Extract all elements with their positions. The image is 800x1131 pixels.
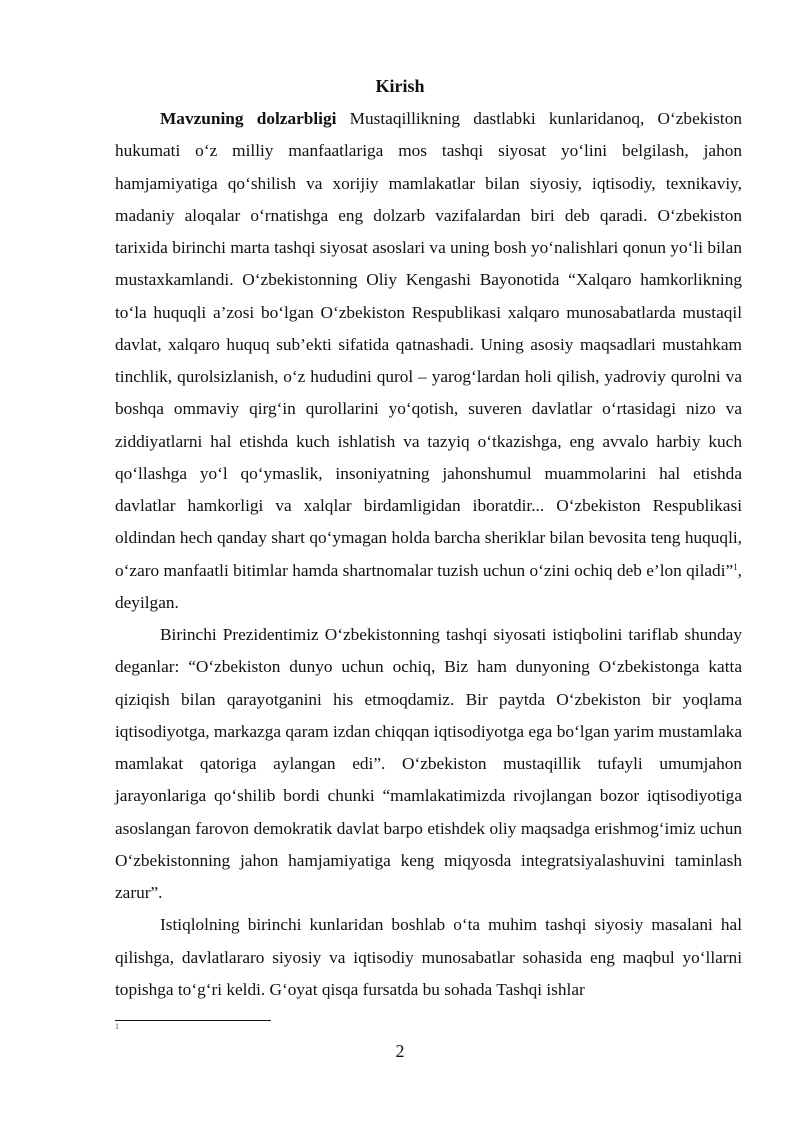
paragraph-1 (115, 103, 742, 619)
footnote-divider (115, 1020, 271, 1021)
paragraph-2: Birinchi Prezidentimiz O‘zbekistonning tashqi siyosati istiqbolini tariflab shunday deganlar: “O‘zbekiston dunyo uchun ochiq, Biz ham dunyoning O‘zbekistonga katta qiziqish bilan qarayotganini his etmoqdamiz. Bir paytda O‘zbekiston bir yoqlama iqtisodiyotga, markazga qaram izdan chiqqan iqtisodiyotga ega bo‘lgan yarim mustamlaka mamlakat qatoriga aylangan edi”. O‘zbekiston mustaqillik tufayli umumjahon jarayonlariga qo‘shilib bordi chunki “mamlakatimizda rivojlangan bozor iqtisodiyotiga asoslangan farovon demokratik davlat barpo etishdek oliy maqsadga erishmog‘imiz uchun O‘zbekistonning jahon hamjamiyatiga keng miqyosda integratsiyalashuvini taminlash zarur”. (115, 625, 742, 902)
paragraph-3: Istiqlolning birinchi kunlaridan boshlab o‘ta muhim tashqi siyosiy masalani hal qilishga, davlatlararo siyosiy va iqtisodiy munosabatlar sohasida eng maqbul yo‘llarni topishga to‘g‘ri keldi. G‘oyat qisqa fursatda bu sohada Tashqi ishlar (115, 915, 742, 999)
paragraph-1-tail: , deyilgan. (115, 560, 742, 612)
page-title: Kirish (375, 76, 425, 96)
document-body (115, 103, 742, 1006)
paragraph-lead: Mavzuning dolzarbligi (160, 109, 337, 128)
page-number: 2 (395, 1041, 405, 1061)
footnote-reference[interactable]: 1 (733, 561, 738, 572)
footnote-marker: 1 (115, 1022, 119, 1031)
paragraph-1-text: Mustaqillikning dastlabki kunlaridanoq, O‘zbekiston hukumati o‘z milliy manfaatlariga mos tashqi siyosat yo‘lini belgilash, jahon hamjamiyatiga qo‘shilish va xorijiy mamlakatlar bilan siyosiy, iqtisodiy, texnikaviy, madaniy aloqalar o‘rnatishga eng dolzarb vazifalardan biri deb qaradi. O‘zbekiston tarixida birinchi marta tashqi siyosat asoslari va uning bosh yo‘nalishlari qonun yo‘li bilan mustaxkamlandi. O‘zbekistonning Oliy Kengashi Bayonotida “Xalqaro hamkorlikning to‘la huquqli a’zosi bo‘lgan O‘zbekiston Respublikasi xalqaro munosabatlarda mustaqil davlat, xalqaro huquq sub’ekti sifatida qatnashadi. Uning asosiy maqsadlari mustahkam tinchlik, qurolsizlanish, o‘z hududini qurol – yarog‘lardan holi qilish, yadroviy qurolni va boshqa ommaviy qirg‘in qurollarini yo‘qotish, suveren davlatlar o‘rtasidagi nizo va ziddiyatlarni hal etishda kuch ishlatish va tazyiq o‘tkazishga, eng avvalo harbiy kuch qo‘llashga yo‘l qo‘ymaslik, insoniyatning jahonshumul muammolarini hal etishda davlatlar hamkorligi va xalqlar birdamligidan iboratdir... O‘zbekiston Respublikasi oldindan hech qanday shart qo‘ymagan holda barcha sheriklar bilan bevosita teng huquqli, o‘zaro manfaatli bitimlar hamda shartnomalar tuzish uchun o‘zini ochiq deb e’lon qiladi” (115, 109, 742, 580)
